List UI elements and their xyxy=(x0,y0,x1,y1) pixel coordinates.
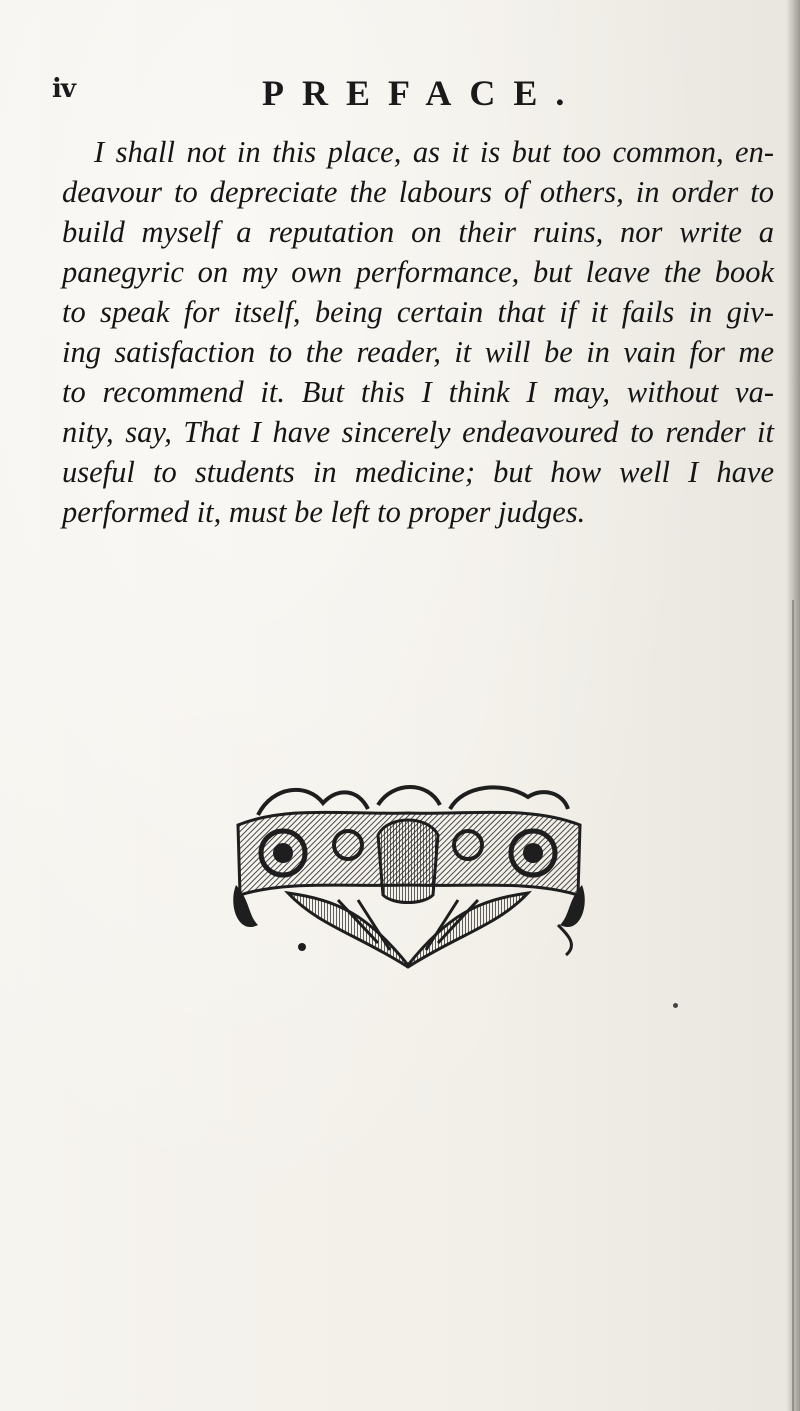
preface-paragraph xyxy=(62,132,774,532)
text-line: I shall not in this place, as it is but too common, en- xyxy=(94,135,774,169)
ink-speck xyxy=(673,1003,678,1008)
text-line: to speak for itself, being certain that if it fails in giv- xyxy=(62,295,774,329)
text-line: build myself a reputation on their ruins, nor write a xyxy=(62,215,774,249)
page-number: iv xyxy=(52,74,75,104)
text-line: panegyric on my own performance, but leave the book xyxy=(62,255,774,289)
text-line: nity, say, That I have sincerely endeavoured to render it xyxy=(62,415,774,449)
text-line: performed it, must be left to proper judges. xyxy=(62,495,586,529)
running-head: PREFACE. xyxy=(262,73,583,113)
text-line: ing satisfaction to the reader, it will be in vain for me xyxy=(62,335,774,369)
tailpiece-ornament-icon xyxy=(228,775,590,970)
text-line: to recommend it. But this I think I may, without va- xyxy=(62,375,774,409)
page-edge-line xyxy=(792,600,794,1411)
page-header xyxy=(52,72,740,112)
text-line: deavour to depreciate the labours of others, in order to xyxy=(62,175,774,209)
text-line: useful to students in medicine; but how well I have xyxy=(62,455,774,489)
